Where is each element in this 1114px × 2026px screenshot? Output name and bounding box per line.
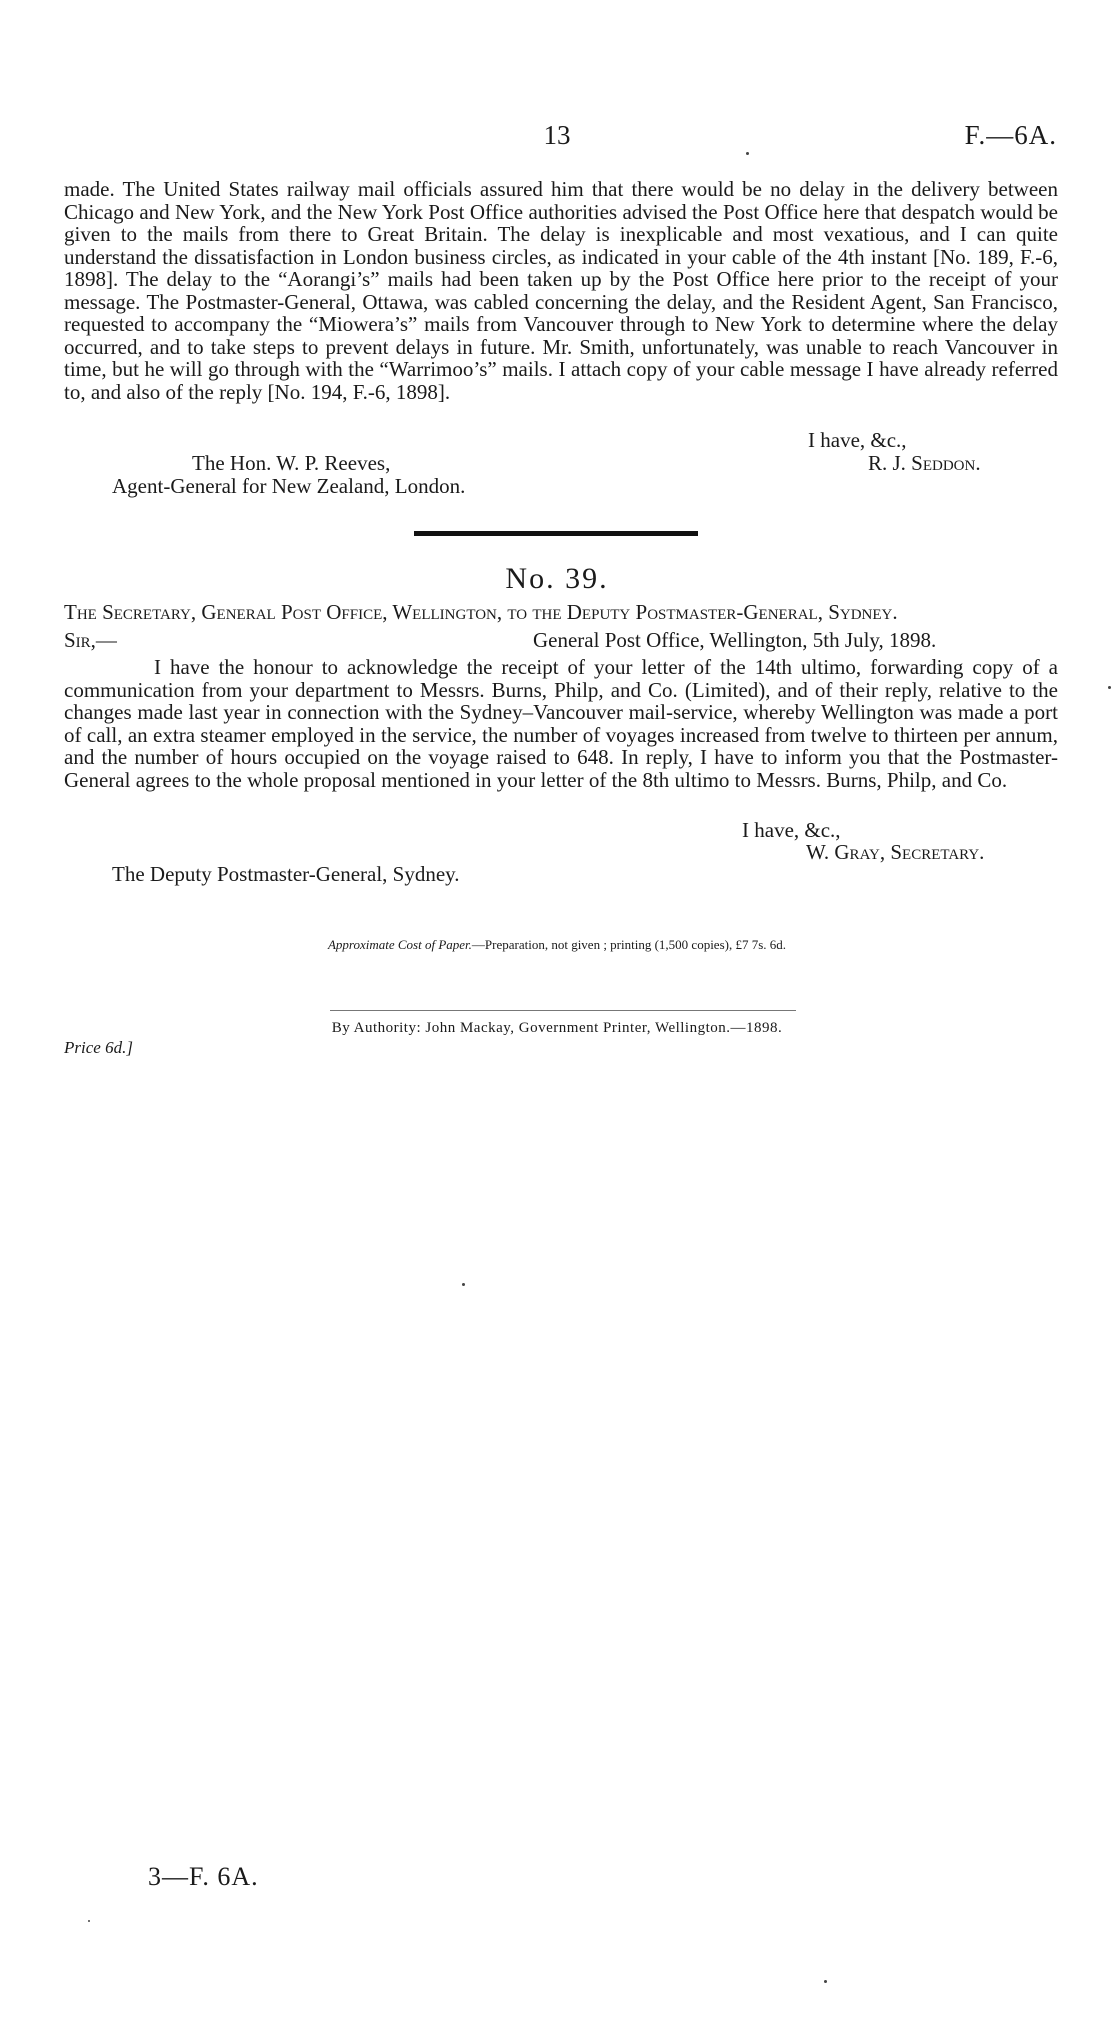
letter1-addressee-name: The Hon. W. P. Reeves, — [192, 451, 391, 475]
cost-label: Approximate Cost of Paper. — [327, 937, 472, 952]
letter2-signature: W. Gray, Secretary. — [806, 840, 985, 864]
cost-note — [0, 937, 1114, 953]
letter1-closing: I have, &c., — [808, 428, 907, 452]
letter2-route: The Secretary, General Post Office, Wellington, to the Deputy Postmaster-General, Sydney. — [64, 600, 898, 624]
letter2-closing: I have, &c., — [742, 818, 841, 842]
letter2-heading: No. 39. — [505, 562, 609, 595]
section-divider — [414, 531, 698, 536]
document-code: F.—6A. — [964, 120, 1057, 150]
letter2-dateline: General Post Office, Wellington, 5th July, 1898. — [533, 628, 937, 652]
scan-speck — [824, 1980, 827, 1983]
footer-rule — [330, 1010, 796, 1011]
scan-speck — [462, 1283, 465, 1286]
scan-speck — [88, 1920, 90, 1922]
page-number: 13 — [543, 120, 571, 150]
letter2-addressee: The Deputy Postmaster-General, Sydney. — [112, 862, 460, 886]
letter2-body: I have the honour to acknowledge the receipt of your letter of the 14th ultimo, forwarding copy of a communication from your department to Messrs. Burns, Philp, and Co. (Limited), and of their reply, relative to the changes made last year in connection with the Sydney–Vancouver mail-service, whereby Wellington was made a port of call, an extra steamer employed in the service, the number of voyages increased from twelve to thirteen per annum, and the number of hours occupied on the voyage raised to 648. In reply, I have to inform you that the Postmaster-General agrees to the whole proposal mentioned in your letter of the 8th ultimo to Messrs. Burns, Philp, and Co. — [64, 655, 1058, 792]
signature-mark: 3—F. 6A. — [148, 1862, 259, 1891]
scan-speck — [1108, 686, 1111, 689]
scan-speck — [746, 152, 749, 155]
letter1-body: made. The United States railway mail officials assured him that there would be no delay in the delivery between Chicago and New York, and the New York Post Office authorities advised the Post Office here that despatch would be given to the mails from there to Great Britain. The delay is inexplicable and most vexatious, and I can quite understand the dissatisfaction in London business circles, as indicated in your cable of the 4th instant [No. 189, F.-6, 1898]. The delay to the “Aorangi’s” mails had been taken up by the Post Office here prior to the receipt of your message. The Postmaster-General, Ottawa, was cabled concerning the delay, and the Resident Agent, San Francisco, requested to accompany the “Miowera’s” mails from Vancouver through to New York to determine where the delay occurred, and to take steps to prevent delays in future. Mr. Smith, unfortunately, was unable to reach Vancouver in time, but he will go through with the “Warrimoo’s” mails. I attach copy of your cable message I have already referred to, and also of the reply [No. 194, F.-6, 1898]. — [64, 177, 1058, 404]
letter2-salutation: Sir,— — [64, 628, 117, 652]
letter1-addressee-title: Agent-General for New Zealand, London. — [112, 474, 466, 498]
letter1-signature: R. J. Seddon. — [868, 451, 981, 475]
printer-authority: By Authority: John Mackay, Government Printer, Wellington.—1898. — [331, 1020, 783, 1036]
cost-text: —Preparation, not given ; printing (1,500 copies), £7 7s. 6d. — [471, 937, 787, 952]
price-note: Price 6d.] — [64, 1038, 133, 1057]
